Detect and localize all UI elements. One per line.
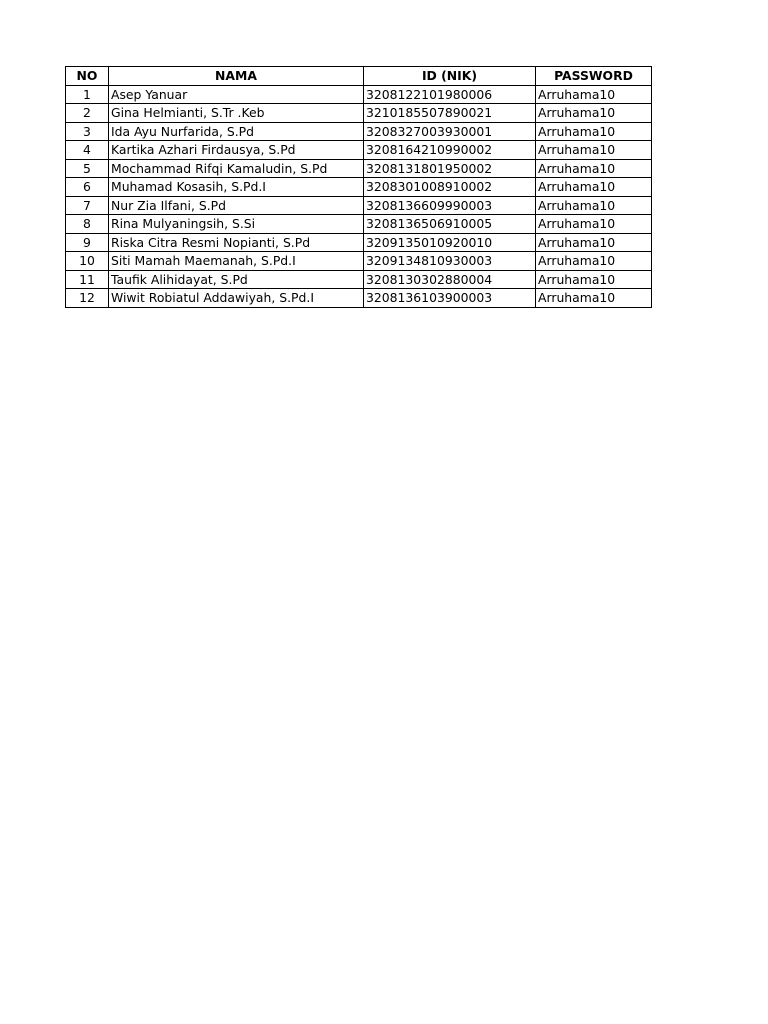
cell-no: 4 bbox=[66, 141, 109, 160]
cell-password: Arruhama10 bbox=[536, 159, 652, 178]
cell-password: Arruhama10 bbox=[536, 196, 652, 215]
cell-nik: 3208122101980006 bbox=[364, 85, 536, 104]
cell-no: 10 bbox=[66, 252, 109, 271]
table-row bbox=[66, 289, 652, 308]
header-no: NO bbox=[66, 67, 109, 86]
cell-password: Arruhama10 bbox=[536, 141, 652, 160]
header-row bbox=[66, 67, 652, 86]
cell-no: 9 bbox=[66, 233, 109, 252]
cell-password: Arruhama10 bbox=[536, 289, 652, 308]
table-row bbox=[66, 252, 652, 271]
table-row bbox=[66, 85, 652, 104]
cell-nama: Siti Mamah Maemanah, S.Pd.I bbox=[109, 252, 364, 271]
cell-nik: 3209135010920010 bbox=[364, 233, 536, 252]
cell-nik: 3208136609990003 bbox=[364, 196, 536, 215]
cell-no: 5 bbox=[66, 159, 109, 178]
table-row bbox=[66, 122, 652, 141]
cell-nama: Rina Mulyaningsih, S.Si bbox=[109, 215, 364, 234]
table-row bbox=[66, 233, 652, 252]
cell-no: 8 bbox=[66, 215, 109, 234]
table-row bbox=[66, 141, 652, 160]
cell-no: 11 bbox=[66, 270, 109, 289]
cell-no: 3 bbox=[66, 122, 109, 141]
table-row bbox=[66, 270, 652, 289]
cell-nama: Muhamad Kosasih, S.Pd.I bbox=[109, 178, 364, 197]
cell-password: Arruhama10 bbox=[536, 270, 652, 289]
table-row bbox=[66, 196, 652, 215]
table-body bbox=[66, 85, 652, 307]
cell-no: 12 bbox=[66, 289, 109, 308]
cell-no: 6 bbox=[66, 178, 109, 197]
cell-nama: Kartika Azhari Firdausya, S.Pd bbox=[109, 141, 364, 160]
cell-nik: 3208136103900003 bbox=[364, 289, 536, 308]
cell-nik: 3208136506910005 bbox=[364, 215, 536, 234]
cell-nik: 3208301008910002 bbox=[364, 178, 536, 197]
cell-nama: Gina Helmianti, S.Tr .Keb bbox=[109, 104, 364, 123]
cell-nik: 3208164210990002 bbox=[364, 141, 536, 160]
cell-password: Arruhama10 bbox=[536, 104, 652, 123]
cell-no: 1 bbox=[66, 85, 109, 104]
cell-no: 7 bbox=[66, 196, 109, 215]
cell-nama: Nur Zia Ilfani, S.Pd bbox=[109, 196, 364, 215]
table-header bbox=[66, 67, 652, 86]
table-row bbox=[66, 178, 652, 197]
table-row bbox=[66, 215, 652, 234]
account-table bbox=[65, 66, 652, 308]
cell-nik: 3209134810930003 bbox=[364, 252, 536, 271]
cell-nik: 3208131801950002 bbox=[364, 159, 536, 178]
header-nik: ID (NIK) bbox=[364, 67, 536, 86]
cell-nama: Wiwit Robiatul Addawiyah, S.Pd.I bbox=[109, 289, 364, 308]
table-row bbox=[66, 159, 652, 178]
cell-nama: Mochammad Rifqi Kamaludin, S.Pd bbox=[109, 159, 364, 178]
cell-password: Arruhama10 bbox=[536, 233, 652, 252]
cell-nik: 3210185507890021 bbox=[364, 104, 536, 123]
cell-nik: 3208327003930001 bbox=[364, 122, 536, 141]
cell-nik: 3208130302880004 bbox=[364, 270, 536, 289]
cell-no: 2 bbox=[66, 104, 109, 123]
cell-nama: Asep Yanuar bbox=[109, 85, 364, 104]
cell-nama: Riska Citra Resmi Nopianti, S.Pd bbox=[109, 233, 364, 252]
cell-password: Arruhama10 bbox=[536, 252, 652, 271]
cell-password: Arruhama10 bbox=[536, 215, 652, 234]
table-row bbox=[66, 104, 652, 123]
header-nama: NAMA bbox=[109, 67, 364, 86]
header-password: PASSWORD bbox=[536, 67, 652, 86]
cell-password: Arruhama10 bbox=[536, 178, 652, 197]
cell-password: Arruhama10 bbox=[536, 85, 652, 104]
cell-nama: Taufik Alihidayat, S.Pd bbox=[109, 270, 364, 289]
cell-password: Arruhama10 bbox=[536, 122, 652, 141]
cell-nama: Ida Ayu Nurfarida, S.Pd bbox=[109, 122, 364, 141]
